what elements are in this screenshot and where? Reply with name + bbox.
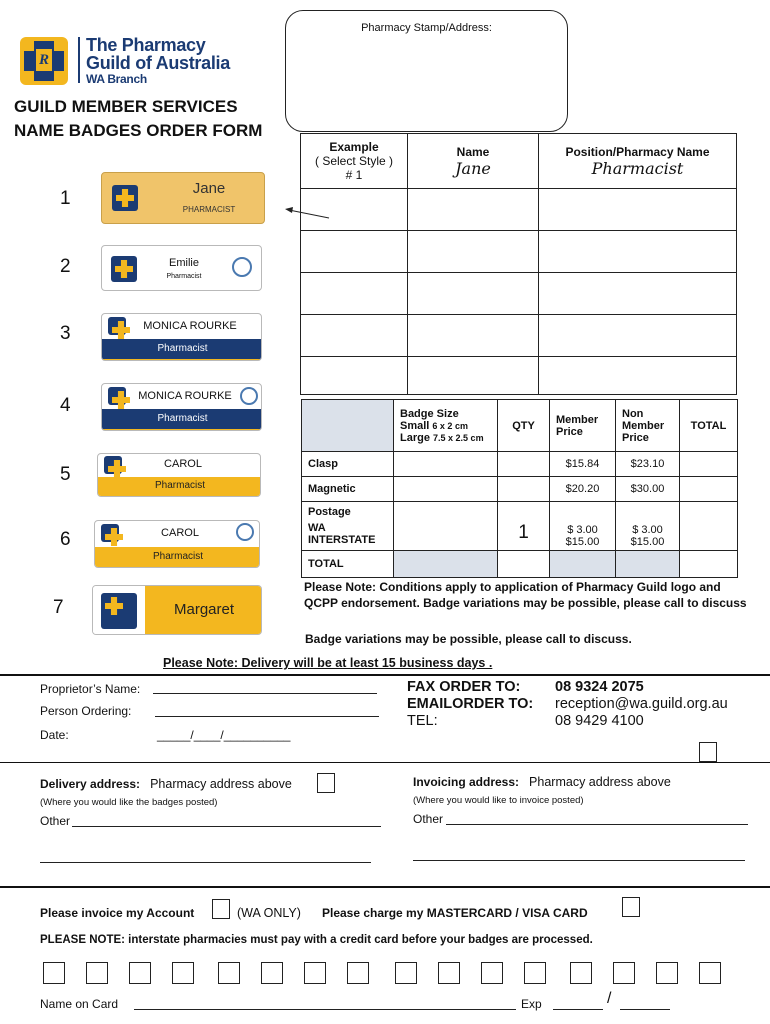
invoice-other-input[interactable] (446, 810, 748, 825)
logo-line-1: The Pharmacy (86, 35, 206, 55)
badge-logo-icon (111, 256, 137, 282)
badge-band (102, 409, 262, 431)
card-digit-box[interactable] (261, 962, 283, 984)
badge-style-1[interactable] (101, 172, 265, 224)
size-large-dim: 7.5 x 2.5 cm (433, 432, 484, 443)
person-ordering-label: Person Ordering: (40, 704, 132, 718)
invoice-other-label: Other (413, 812, 444, 826)
style-number-7: 7 (53, 597, 64, 618)
postage-label-wa: WA (308, 522, 326, 534)
badge-logo-icon (112, 185, 138, 211)
badge-logo-icon (108, 387, 126, 405)
fax-value: 08 9324 2075 (555, 679, 644, 695)
delivery-other-input[interactable] (72, 812, 381, 827)
section-divider (0, 886, 770, 888)
header-example-2: ( Select Style ) (314, 154, 394, 168)
row-position-input[interactable] (539, 273, 737, 315)
proprietor-label: Proprietor’s Name: (40, 682, 141, 696)
postage-size-input[interactable] (394, 502, 498, 551)
logo-line-2: Guild of Australia (86, 53, 230, 73)
style-number-3: 3 (60, 323, 71, 344)
header-name-cell (408, 134, 539, 189)
row-name-input[interactable] (408, 357, 539, 395)
style-number-1: 1 (60, 188, 71, 209)
person-ordering-input[interactable] (155, 701, 379, 717)
card-digit-box[interactable] (699, 962, 721, 984)
qcpp-seal-icon (236, 523, 254, 541)
header-name: Name (456, 144, 490, 159)
card-digit-box[interactable] (524, 962, 546, 984)
wa-only-label: (WA ONLY) (237, 906, 301, 920)
card-digit-box[interactable] (656, 962, 678, 984)
clasp-total-input[interactable] (680, 452, 738, 477)
header-total: TOTAL (680, 400, 738, 452)
badge-name: MONICA ROURKE (138, 390, 232, 402)
fax-label: FAX ORDER TO: (407, 679, 521, 695)
invoice-account-checkbox[interactable] (212, 899, 230, 919)
magnetic-qty-input[interactable] (498, 477, 550, 502)
invoice-option: Pharmacy address above (529, 775, 671, 789)
name-on-card-input[interactable] (134, 995, 516, 1010)
section-divider (0, 674, 770, 676)
row-name-input[interactable] (408, 315, 539, 357)
order-table (300, 133, 737, 395)
clasp-nonmember-price: $23.10 (616, 452, 680, 477)
card-digit-box[interactable] (438, 962, 460, 984)
row-style-input[interactable] (301, 273, 408, 315)
badge-logo-panel (93, 586, 145, 635)
grand-total-input[interactable] (680, 551, 738, 578)
date-input[interactable]: _____/____/__________ (157, 728, 291, 742)
example-position: Pharmacist (591, 158, 684, 178)
badge-title: Pharmacist (166, 273, 202, 280)
example-name: Jane (455, 158, 491, 178)
badge-name: MONICA ROURKE (143, 320, 237, 332)
badge-style-5[interactable] (97, 453, 261, 497)
email-value[interactable]: reception@wa.guild.org.au (555, 696, 728, 712)
total-shade-2 (550, 551, 616, 578)
row-name-input[interactable] (408, 273, 539, 315)
badge-style-7[interactable] (92, 585, 262, 635)
header-qty: QTY (498, 400, 550, 452)
exp-label: Exp (521, 997, 542, 1011)
style-number-4: 4 (60, 395, 71, 416)
postage-label-interstate: INTERSTATE (308, 534, 376, 546)
tel-label: TEL: (407, 713, 438, 729)
invoice-hint: (Where you would like to invoice posted) (413, 795, 584, 806)
postage-label-1: Postage (308, 506, 351, 518)
charge-card-label: Please charge my MASTERCARD / VISA CARD (322, 906, 588, 920)
variations-note: Badge variations may be possible, please call to discuss. (305, 632, 632, 646)
postage-label (302, 502, 394, 551)
postage-nonmember-price (616, 502, 680, 551)
row-name-input[interactable] (408, 189, 539, 231)
badge-band (102, 339, 262, 361)
clasp-label: Clasp (302, 452, 394, 477)
date-label: Date: (40, 728, 69, 742)
badge-style-2[interactable] (101, 245, 262, 291)
badge-name: CAROL (164, 458, 202, 470)
card-digit-box[interactable] (570, 962, 592, 984)
logo-divider (78, 37, 80, 83)
logo-text (86, 36, 230, 86)
header-example-1: Example (329, 140, 379, 154)
invoice-address (413, 775, 671, 789)
postage-member-wa: $ 3.00 (567, 524, 598, 536)
size-small: Small (400, 419, 430, 432)
delivery-address (40, 777, 292, 791)
row-style-input[interactable] (301, 315, 408, 357)
badge-title: PHARMACIST (182, 205, 236, 214)
card-digit-box[interactable] (395, 962, 417, 984)
magnetic-size-input[interactable] (394, 477, 498, 502)
size-label: Badge Size (400, 407, 459, 420)
clasp-qty-input[interactable] (498, 452, 550, 477)
magnetic-label: Magnetic (302, 477, 394, 502)
email-label: EMAILORDER TO: (407, 696, 534, 712)
exp-month-input[interactable] (553, 995, 603, 1010)
conditions-note: Please Note: Conditions apply to application of Pharmacy Guild logo and QCPP endorsement. Badge variations may be possible, please call to discuss (304, 580, 747, 610)
name-on-card-label: Name on Card (40, 997, 119, 1011)
total-shade-1 (394, 551, 498, 578)
delivery-other-input-2[interactable] (40, 848, 371, 863)
postage-member-price (550, 502, 616, 551)
postage-qty[interactable]: 1 (498, 502, 550, 551)
badge-title: Pharmacist (157, 343, 208, 354)
delivery-other-label: Other (40, 814, 71, 828)
arrow-icon (283, 205, 333, 221)
exp-year-input[interactable] (620, 995, 670, 1010)
delivery-above-checkbox[interactable] (317, 773, 335, 793)
header-nonmember-price: Non Member Price (616, 400, 680, 452)
contact-checkbox[interactable] (699, 742, 717, 762)
badge-title: Pharmacist (157, 413, 208, 424)
size-small-dim: 6 x 2 cm (432, 420, 468, 431)
magnetic-total-input[interactable] (680, 477, 738, 502)
card-digit-box[interactable] (347, 962, 369, 984)
badge-band (98, 477, 261, 497)
magnetic-nonmember-price: $30.00 (616, 477, 680, 502)
delivery-option: Pharmacy address above (150, 777, 292, 791)
header-position-cell (539, 134, 737, 189)
card-digit-box[interactable] (172, 962, 194, 984)
clasp-size-input[interactable] (394, 452, 498, 477)
total-shade-3 (616, 551, 680, 578)
postage-non-wa: $ 3.00 (632, 524, 663, 536)
exp-slash: / (607, 990, 612, 1007)
card-digit-box[interactable] (86, 962, 108, 984)
postage-member-interstate: $15.00 (565, 536, 600, 548)
form-title-2: NAME BADGES ORDER FORM (14, 121, 263, 140)
badge-style-4[interactable] (101, 383, 262, 431)
invoice-other-input-2[interactable] (413, 846, 745, 861)
stamp-label: Pharmacy Stamp/Address: (361, 22, 492, 34)
header-member-price: Member Price (550, 400, 616, 452)
card-digit-box[interactable] (218, 962, 240, 984)
badge-logo-icon (101, 524, 119, 542)
clasp-member-price: $15.84 (550, 452, 616, 477)
badge-logo-icon (108, 317, 126, 335)
badge-name: Margaret (173, 601, 235, 618)
row-position-input[interactable] (539, 189, 737, 231)
qcpp-seal-icon (232, 257, 252, 277)
badge-title: Pharmacist (154, 480, 205, 491)
row-position-input[interactable] (539, 357, 737, 395)
interstate-note: PLEASE NOTE: interstate pharmacies must pay with a credit card before your badges are processed. (40, 934, 593, 946)
delivery-label: Delivery address: (40, 777, 141, 791)
style-number-5: 5 (60, 464, 71, 485)
row-position-input[interactable] (539, 315, 737, 357)
size-large: Large (400, 431, 430, 444)
form-title-1: GUILD MEMBER SERVICES (14, 97, 238, 116)
magnetic-member-price: $20.20 (550, 477, 616, 502)
total-qty-input[interactable] (498, 551, 550, 578)
badge-name: CAROL (161, 527, 199, 539)
card-digit-box[interactable] (129, 962, 151, 984)
style-number-6: 6 (60, 529, 71, 550)
qcpp-seal-icon (240, 387, 258, 405)
invoice-label: Invoicing address: (413, 775, 520, 789)
header-position: Position/Pharmacy Name (565, 144, 710, 159)
card-digit-box[interactable] (43, 962, 65, 984)
header-badge-size (394, 400, 498, 452)
badge-logo-icon (101, 593, 137, 629)
charge-card-checkbox[interactable] (622, 897, 640, 917)
card-digit-box[interactable] (481, 962, 503, 984)
tel-value: 08 9429 4100 (555, 713, 644, 729)
badge-name: Jane (192, 180, 226, 197)
badge-style-3[interactable] (101, 313, 262, 361)
postage-non-interstate: $15.00 (630, 536, 665, 548)
row-name-input[interactable] (408, 231, 539, 273)
delivery-hint: (Where you would like the badges posted) (40, 797, 218, 808)
section-divider (0, 762, 770, 763)
logo-line-3: WA Branch (86, 72, 147, 86)
price-table (301, 399, 738, 578)
row-style-input[interactable] (301, 357, 408, 395)
proprietor-input[interactable] (153, 678, 377, 694)
header-example-3: # 1 (345, 168, 363, 182)
postage-total-input[interactable] (680, 502, 738, 551)
delivery-note: Please Note: Delivery will be at least 15 business days . (163, 656, 493, 670)
badge-band (95, 547, 260, 568)
badge-band (145, 586, 262, 635)
style-number-2: 2 (60, 256, 71, 277)
badge-name: Emilie (169, 257, 199, 269)
badge-title: Pharmacist (152, 551, 203, 562)
pharmacy-stamp-box[interactable] (285, 10, 568, 132)
header-blank (302, 400, 394, 452)
row-style-input[interactable] (301, 231, 408, 273)
card-digit-box[interactable] (304, 962, 326, 984)
badge-logo-icon (104, 456, 122, 474)
invoice-account-label: Please invoice my Account (40, 906, 195, 920)
header-example (301, 134, 408, 189)
badge-style-6[interactable] (94, 520, 260, 568)
row-position-input[interactable] (539, 231, 737, 273)
card-digit-box[interactable] (613, 962, 635, 984)
guild-logo-icon: R (20, 37, 68, 85)
total-label: TOTAL (302, 551, 394, 578)
